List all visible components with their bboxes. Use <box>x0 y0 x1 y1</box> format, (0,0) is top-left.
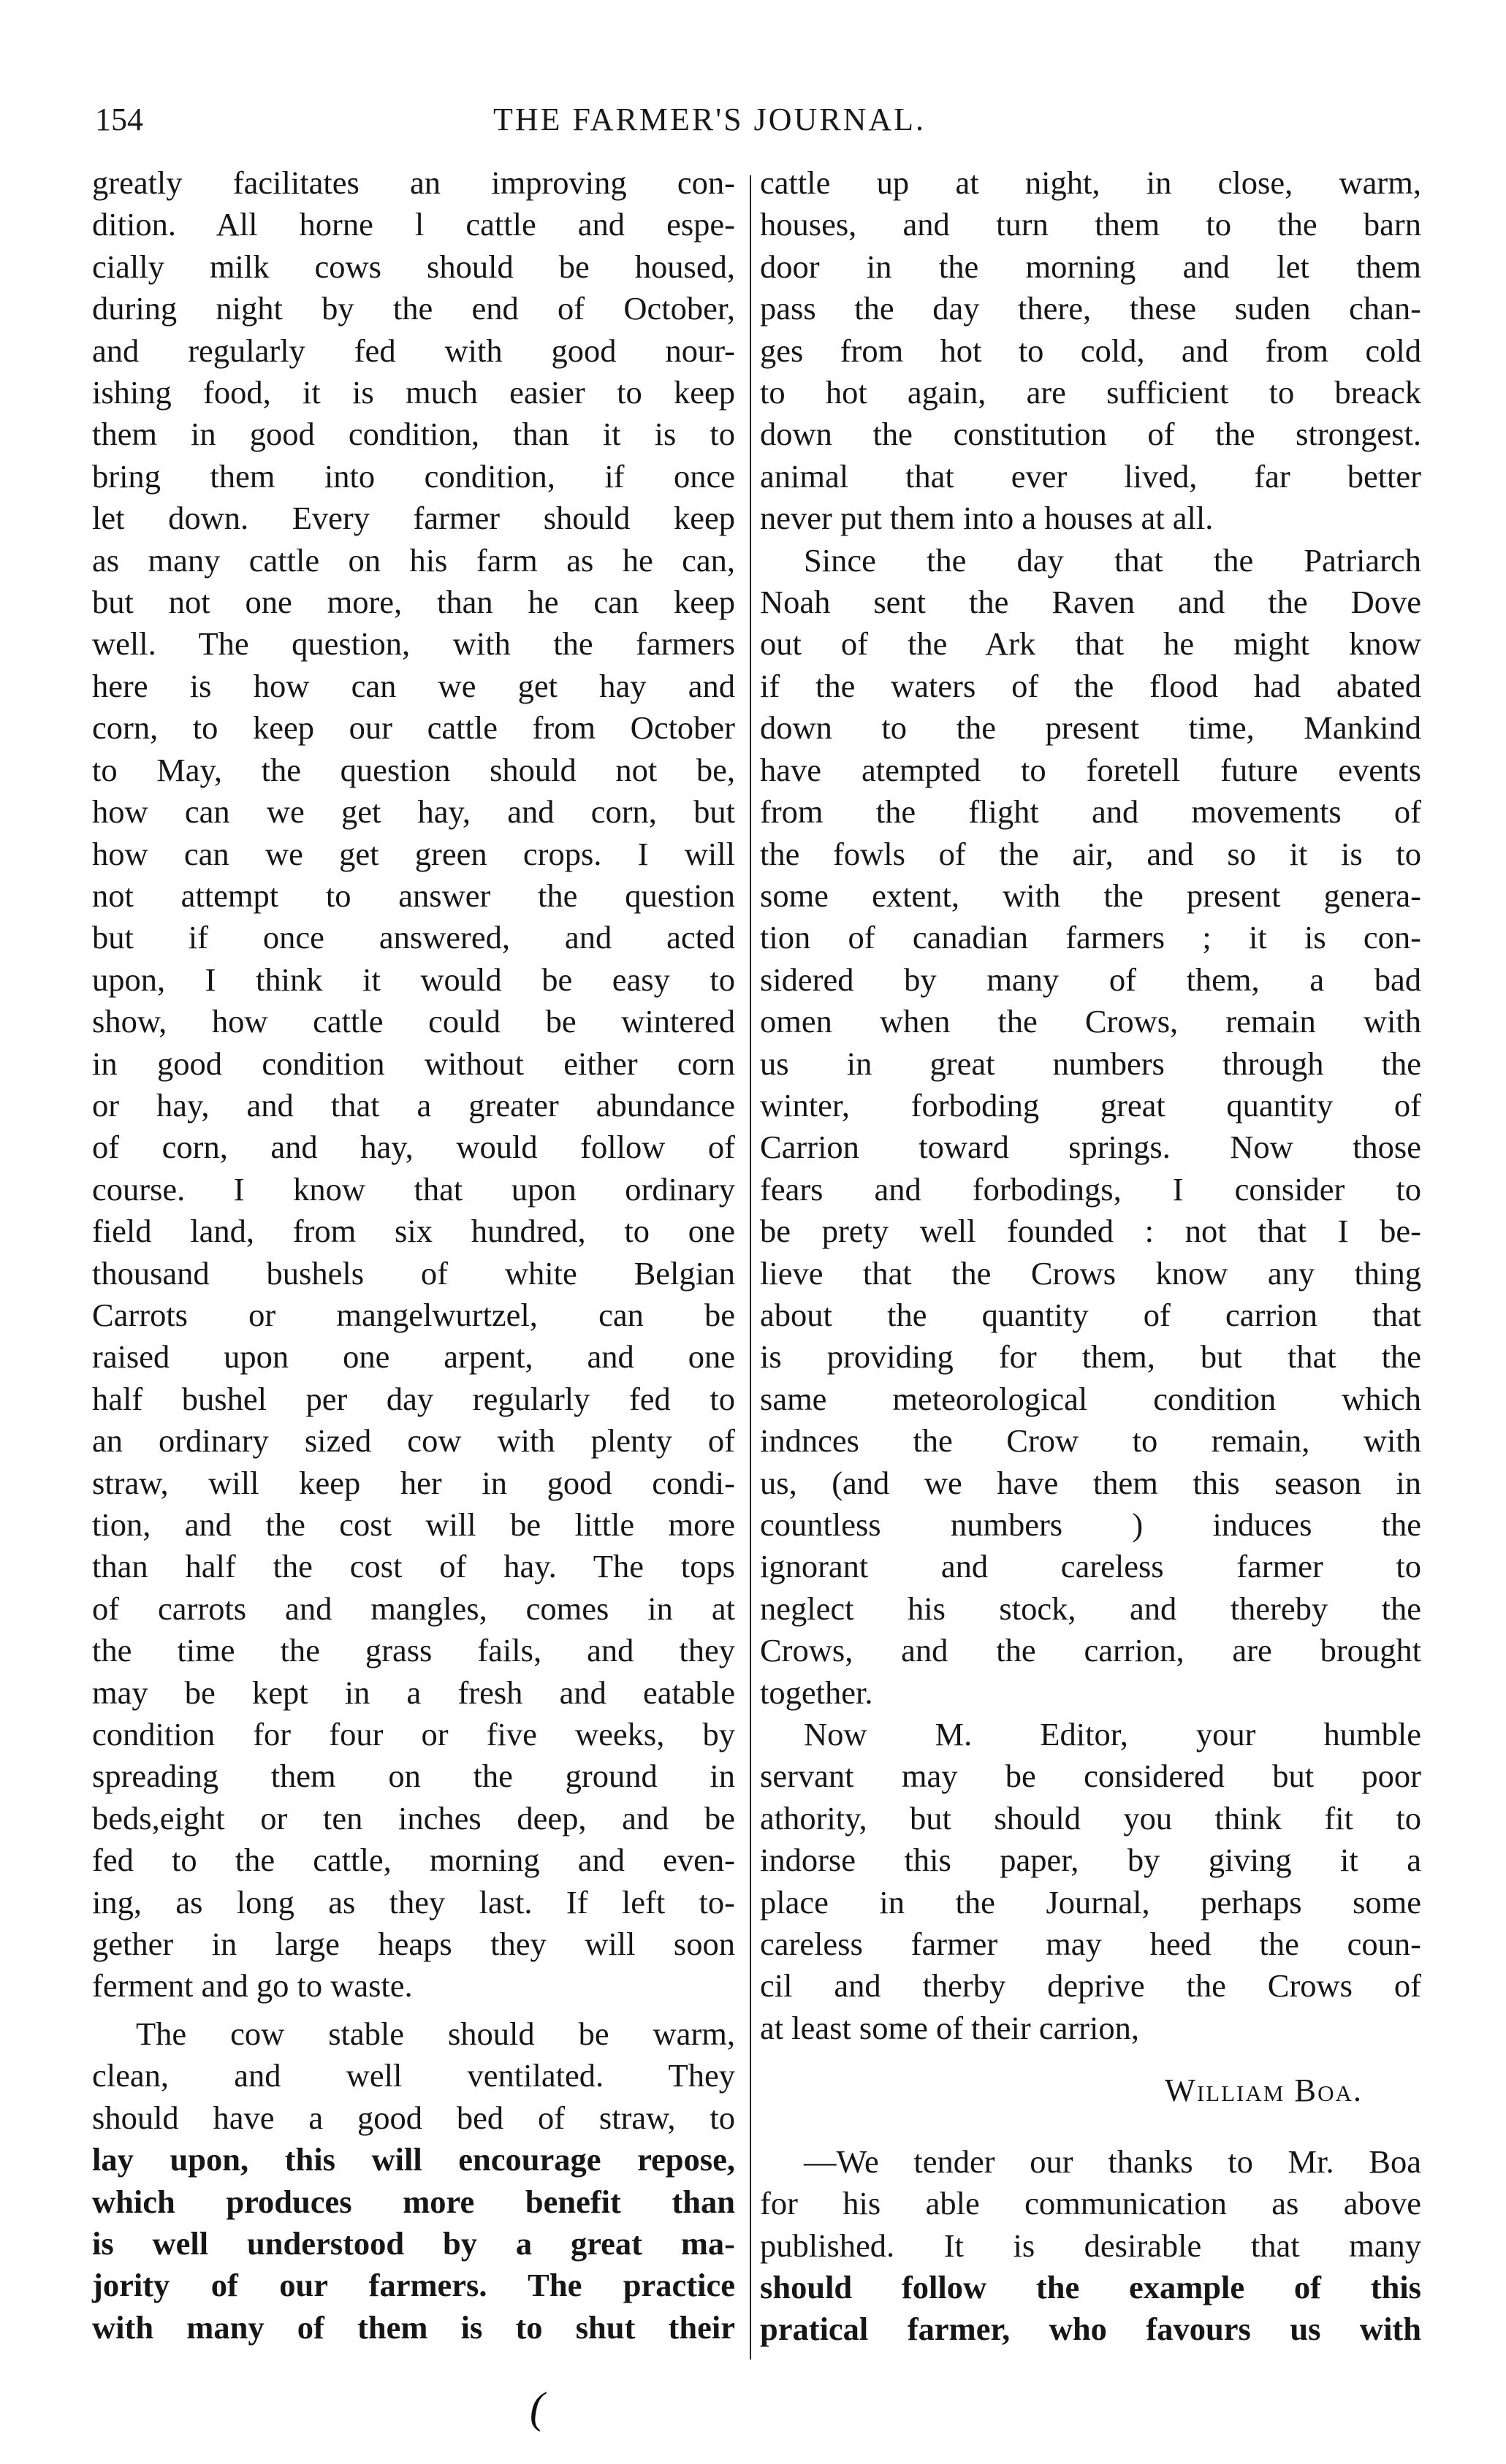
text-line: thousand bushels of white Belgian <box>92 1254 735 1292</box>
text-line: omen when the Crows, remain with <box>760 1003 1421 1040</box>
text-line: straw, will keep her in good condi- <box>92 1464 735 1501</box>
text-line: houses, and turn them to the barn <box>760 206 1421 243</box>
author-signature: William Boa. <box>1164 2072 1363 2109</box>
text-line: pass the day there, these suden chan- <box>760 290 1421 327</box>
text-line: lieve that the Crows know any thing <box>760 1254 1421 1292</box>
text-line: down the constitution of the strongest. <box>760 416 1421 453</box>
text-line: condition for four or five weeks, by <box>92 1716 735 1753</box>
text-line: show, how cattle could be wintered <box>92 1003 735 1040</box>
text-line: and regularly fed with good nour- <box>92 332 735 369</box>
text-line: door in the morning and let them <box>760 248 1421 285</box>
text-line: in good condition without either corn <box>92 1045 735 1082</box>
text-line: —We tender our thanks to Mr. Boa <box>804 2143 1421 2180</box>
text-line: them in good condition, than it is to <box>92 416 735 453</box>
text-line: careless farmer may heed the coun- <box>760 1926 1421 1963</box>
page-header <box>95 101 1425 152</box>
text-line: field land, from six hundred, to one <box>92 1213 735 1250</box>
paragraph-gap <box>92 2007 735 2013</box>
text-line: ferment and go to waste. <box>92 1967 413 2005</box>
text-line: or hay, and that a greater abundance <box>92 1086 735 1124</box>
text-line: the time the grass fails, and they <box>92 1632 735 1669</box>
text-line: as many cattle on his farm as he can, <box>92 541 735 579</box>
text-line: Crows, and the carrion, are brought <box>760 1632 1421 1669</box>
text-line: ing, as long as they last. If left to- <box>92 1883 735 1921</box>
text-line: Noah sent the Raven and the Dove <box>760 584 1421 621</box>
text-line: is well understood by a great ma- <box>92 2224 735 2262</box>
text-line: indorse this paper, by giving it a <box>760 1842 1421 1879</box>
text-line: cially milk cows should be housed, <box>92 248 735 285</box>
text-line: neglect his stock, and thereby the <box>760 1590 1421 1627</box>
text-line: tion of canadian farmers ; it is con- <box>760 919 1421 956</box>
text-line: lay upon, this will encourage repose, <box>92 2141 735 2178</box>
text-line: Now M. Editor, your humble <box>804 1716 1421 1753</box>
text-line: be prety well founded : not that I be- <box>760 1213 1421 1250</box>
text-line: sidered by many of them, a bad <box>760 961 1421 998</box>
text-line: if the waters of the flood had abated <box>760 667 1421 704</box>
text-line: corn, to keep our cattle from October <box>92 709 735 747</box>
left-column <box>92 162 735 2349</box>
text-line: to May, the question should not be, <box>92 751 735 788</box>
text-line: indnces the Crow to remain, with <box>760 1422 1421 1460</box>
text-line: down to the present time, Mankind <box>760 709 1421 747</box>
text-line: Carrion toward springs. Now those <box>760 1129 1421 1166</box>
text-line: than half the cost of hay. The tops <box>92 1548 735 1585</box>
text-line: at least some of their carrion, <box>760 2009 1139 2046</box>
text-line: greatly facilitates an improving con- <box>92 164 735 201</box>
text-line: have atempted to foretell future events <box>760 751 1421 788</box>
text-line: should follow the example of this <box>760 2268 1421 2305</box>
text-line: how can we get green crops. I will <box>92 835 735 872</box>
text-line: but if once answered, and acted <box>92 919 735 956</box>
text-line: ges from hot to cold, and from cold <box>760 332 1421 369</box>
text-line: winter, forboding great quantity of <box>760 1086 1421 1124</box>
text-line: well. The question, with the farmers <box>92 625 735 663</box>
text-line: about the quantity of carrion that <box>760 1296 1421 1333</box>
text-line: course. I know that upon ordinary <box>92 1170 735 1208</box>
text-line: with many of them is to shut their <box>92 2308 735 2346</box>
text-line: never put them into a houses at all. <box>760 500 1214 537</box>
text-line: countless numbers ) induces the <box>760 1506 1421 1543</box>
text-line: out of the Ark that he might know <box>760 625 1421 663</box>
text-line: not attempt to answer the question <box>92 877 735 914</box>
text-line: an ordinary sized cow with plenty of <box>92 1422 735 1460</box>
text-line: may be kept in a fresh and eatable <box>92 1674 735 1711</box>
text-line: jority of our farmers. The practice <box>92 2267 735 2304</box>
text-line: spreading them on the ground in <box>92 1758 735 1795</box>
text-line: ishing food, it is much easier to keep <box>92 374 735 411</box>
text-line: published. It is desirable that many <box>760 2227 1421 2264</box>
text-line: Since the day that the Patriarch <box>804 541 1421 579</box>
text-line: bring them into condition, if once <box>92 457 735 495</box>
text-line: which produces more benefit than <box>92 2183 735 2220</box>
text-line: The cow stable should be warm, <box>136 2015 735 2052</box>
text-line: fears and forbodings, I consider to <box>760 1170 1421 1208</box>
text-line: together. <box>760 1674 873 1711</box>
text-line: should have a good bed of straw, to <box>92 2099 735 2136</box>
text-line: same meteorological condition which <box>760 1380 1421 1417</box>
text-line: animal that ever lived, far better <box>760 457 1421 495</box>
text-line: gether in large heaps they will soon <box>92 1926 735 1963</box>
text-line: is providing for them, but that the <box>760 1338 1421 1376</box>
text-line: upon, I think it would be easy to <box>92 961 735 998</box>
text-line: clean, and well ventilated. They <box>92 2057 735 2094</box>
text-line: tion, and the cost will be little more <box>92 1506 735 1543</box>
text-line: of corn, and hay, would follow of <box>92 1129 735 1166</box>
text-line: here is how can we get hay and <box>92 667 735 704</box>
text-line: to hot again, are sufficient to breack <box>760 374 1421 411</box>
text-line: us in great numbers through the <box>760 1045 1421 1082</box>
text-line: how can we get hay, and corn, but <box>92 793 735 831</box>
text-line: raised upon one arpent, and one <box>92 1338 735 1376</box>
text-line: place in the Journal, perhaps some <box>760 1883 1421 1921</box>
right-column <box>760 162 1421 2351</box>
text-line: of carrots and mangles, comes in at <box>92 1590 735 1627</box>
running-title: THE FARMER'S JOURNAL. <box>493 102 927 137</box>
text-line: dition. All horne l cattle and espe- <box>92 206 735 243</box>
text-line: beds,eight or ten inches deep, and be <box>92 1799 735 1836</box>
text-line: pratical farmer, who favours us with <box>760 2311 1421 2348</box>
text-line: servant may be considered but poor <box>760 1758 1421 1795</box>
text-line: but not one more, than he can keep <box>92 584 735 621</box>
column-divider <box>750 175 751 2360</box>
text-line: let down. Every farmer should keep <box>92 500 735 537</box>
text-line: for his able communication as above <box>760 2185 1421 2222</box>
text-line: from the flight and movements of <box>760 793 1421 831</box>
text-line: some extent, with the present genera- <box>760 877 1421 914</box>
text-line: Carrots or mangelwurtzel, can be <box>92 1296 735 1333</box>
text-line: athority, but should you think fit to <box>760 1799 1421 1836</box>
text-line: cil and therby deprive the Crows of <box>760 1967 1421 2005</box>
text-line: us, (and we have them this season in <box>760 1464 1421 1501</box>
text-line: the fowls of the air, and so it is to <box>760 835 1421 872</box>
text-line: ignorant and careless farmer to <box>760 1548 1421 1585</box>
page-number: 154 <box>95 102 143 137</box>
text-line: cattle up at night, in close, warm, <box>760 164 1421 201</box>
text-line: fed to the cattle, morning and even- <box>92 1842 735 1879</box>
text-line: during night by the end of October, <box>92 290 735 327</box>
footer-mark: ( <box>530 2384 544 2432</box>
text-line: half bushel per day regularly fed to <box>92 1380 735 1417</box>
